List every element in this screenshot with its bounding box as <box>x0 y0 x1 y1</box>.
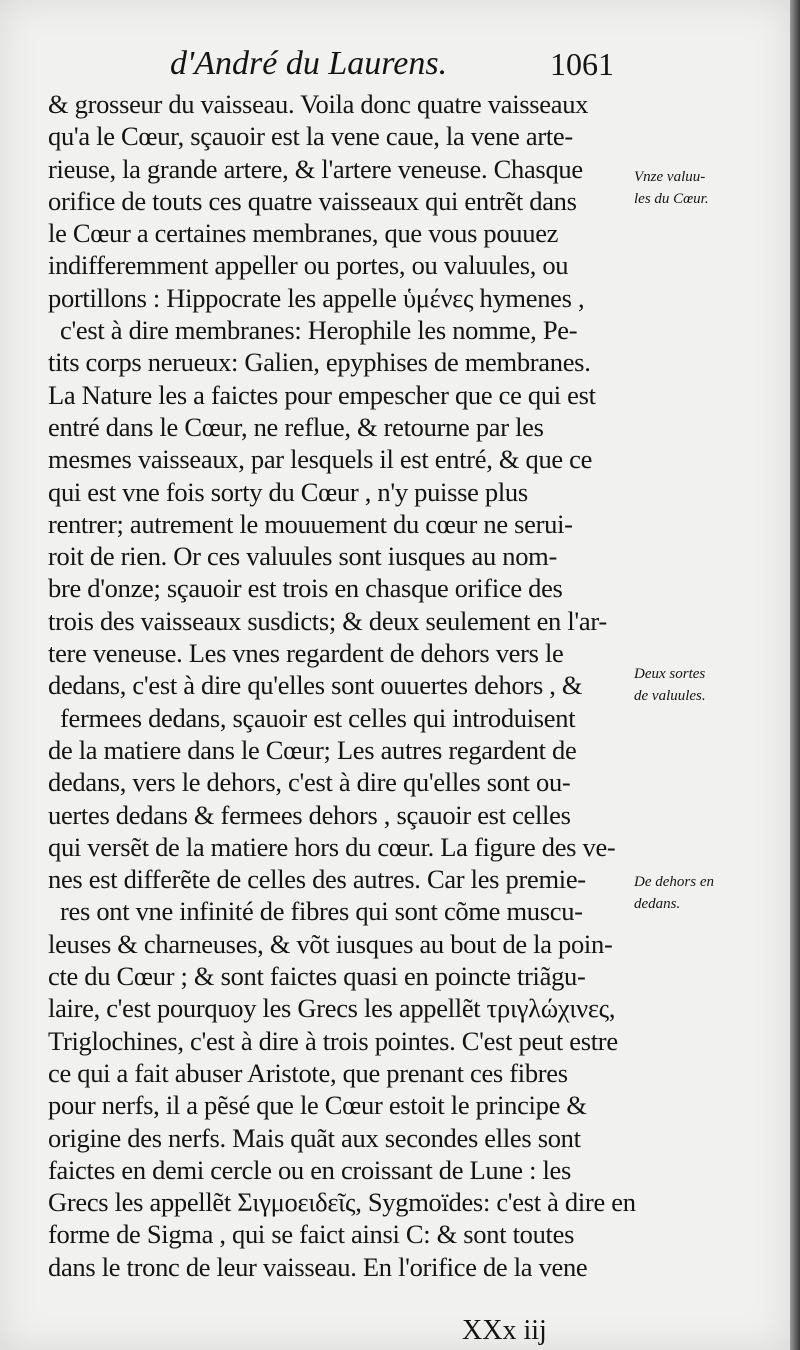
text-line: rentrer; autrement le mouuement du cœur ne serui- <box>48 508 573 539</box>
text-line: le Cœur a certaines membranes, que vous pouuez <box>48 218 559 249</box>
margin-note-line: Vnze valuu- <box>634 169 706 185</box>
margin-note-valves-count <box>634 166 709 210</box>
text-line: laire, c'est pourquoy les Grecs les appellẽt τριγλώχινες, <box>48 993 616 1024</box>
text-line: ce qui a fait abuser Aristote, que prenant ces fibres <box>48 1057 568 1088</box>
text-line: entré dans le Cœur, ne reflue, & retourne par les <box>48 411 544 442</box>
text-line: origine des nerfs. Mais quãt aux secondes elles sont <box>48 1122 581 1153</box>
text-line: indifferemment appeller ou portes, ou valuules, ou <box>48 250 569 281</box>
margin-note-line: De dehors en <box>634 874 714 890</box>
text-line: res ont vne infinité de fibres qui sont cõme muscu- <box>60 896 583 927</box>
text-line: fermees dedans, sçauoir est celles qui introduisent <box>60 702 576 733</box>
text-line: uertes dedans & fermees dehors , sçauoir est celles <box>48 799 571 830</box>
signature-mark: XXx iij <box>462 1315 547 1346</box>
text-line: c'est à dire membranes: Herophile les nomme, Pe- <box>60 315 578 346</box>
margin-note-line: Deux sortes <box>634 666 706 682</box>
text-line: orifice de touts ces quatre vaisseaux qui entrẽt dans <box>48 185 577 216</box>
running-title: d'André du Laurens. <box>170 45 448 82</box>
text-line: pour nerfs, il a pẽsé que le Cœur estoit le principe & <box>48 1090 587 1121</box>
text-line: portillons : Hippocrate les appelle ὑμένες hymenes , <box>48 282 585 313</box>
text-line: forme de Sigma , qui se faict ainsi C: & sont toutes <box>48 1219 575 1250</box>
text-line: faictes en demi cercle ou en croissant de Lune : les <box>48 1154 572 1185</box>
text-line: trois des vaisseaux susdicts; & deux seulement en l'ar- <box>48 605 607 636</box>
text-line: qui est vne fois sorty du Cœur , n'y puisse plus <box>48 476 528 507</box>
text-line: roit de rien. Or ces valuules sont iusques au nom- <box>48 541 557 572</box>
margin-note-line: dedans. <box>634 896 681 912</box>
text-line: dedans, c'est à dire qu'elles sont ouuertes dehors , & <box>48 670 583 701</box>
text-line: cte du Cœur ; & sont faictes quasi en poincte triãgu- <box>48 961 586 992</box>
text-line: qui versẽt de la matiere hors du cœur. La figure des ve- <box>48 831 616 862</box>
text-line: & grosseur du vaisseau. Voila donc quatre vaisseaux <box>48 89 589 119</box>
text-line: mesmes vaisseaux, par lesquels il est entré, & que ce <box>48 444 593 475</box>
text-line: dans le tronc de leur vaisseau. En l'orifice de la vene <box>48 1251 588 1282</box>
page-number: 1061 <box>550 46 614 82</box>
text-line: Grecs les appellẽt Σιγμοειδεῖς, Sygmoïdes: c'est à dire en <box>48 1187 636 1218</box>
text-line: leuses & charneuses, & võt iusques au bout de la poin- <box>48 928 613 959</box>
text-line: tits corps nerueux: Galien, epyphises de membranes. <box>48 347 591 378</box>
text-line: tere veneuse. Les vnes regardent de dehors vers le <box>48 638 564 669</box>
text-line: dedans, vers le dehors, c'est à dire qu'elles sont ou- <box>48 767 571 798</box>
text-line: de la matiere dans le Cœur; Les autres regardent de <box>48 734 577 765</box>
margin-note-line: les du Cœur. <box>634 191 709 207</box>
text-line: Triglochines, c'est à dire à trois pointes. C'est peut estre <box>48 1025 618 1056</box>
body-text <box>48 88 638 1283</box>
text-line: nes est differẽte de celles des autres. Car les premie- <box>48 864 586 895</box>
margin-note-valve-types <box>634 663 706 707</box>
text-line: qu'a le Cœur, sçauoir est la vene caue, la vene arte- <box>48 121 573 152</box>
text-line: bre d'onze; sçauoir est trois en chasque orifice des <box>48 573 563 604</box>
margin-note-line: de valuules. <box>634 688 706 704</box>
text-line: rieuse, la grande artere, & l'artere veneuse. Chasque <box>48 153 583 184</box>
page-edge-shadow <box>790 0 800 1350</box>
text-line: La Nature les a faictes pour empescher que ce qui est <box>48 379 596 410</box>
margin-note-direction <box>634 871 714 915</box>
